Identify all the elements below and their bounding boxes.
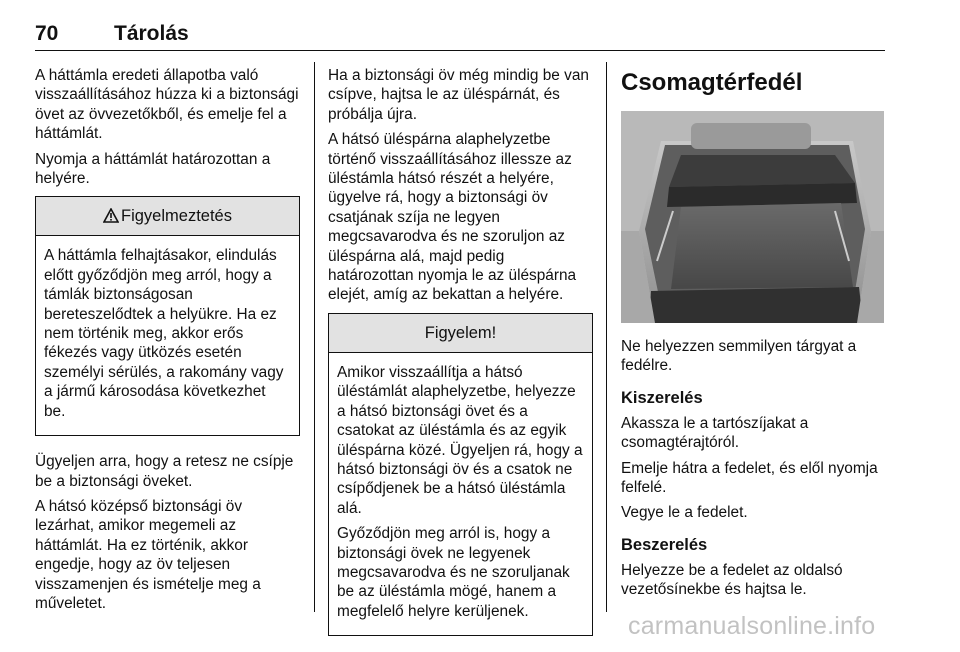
removal-heading: Kiszerelés xyxy=(621,388,703,407)
page-number: 70 xyxy=(35,22,59,45)
notice-text-2: Győződjön meg arról is, hogy a biztonsági övek ne legyenek megcsavarodva és ne szoruljanak be az üléstámla mögé, hanem a megfelelő helyre kerüljenek. xyxy=(337,525,570,620)
notice-title: Figyelem! xyxy=(424,323,497,342)
warning-header xyxy=(36,197,299,236)
cargo-area-illustration xyxy=(621,111,884,323)
column-1 xyxy=(35,66,300,619)
section-title: Tárolás xyxy=(114,22,189,45)
warning-title: Figyelmeztetés xyxy=(121,207,232,226)
paragraph-no-objects: Ne helyezzen semmilyen tárgyat a fedélre. xyxy=(621,338,857,375)
load-cover-photo xyxy=(621,111,884,323)
watermark-text: carmanualsonline.info xyxy=(628,612,876,640)
notice-body xyxy=(329,353,592,635)
header-rule xyxy=(35,50,885,51)
page-header xyxy=(35,22,885,52)
paragraph-belt-pinched: Ha a biztonsági öv még mindig be van csípve, hajtsa le az üléspárnát, és próbálja újra. xyxy=(328,67,589,123)
warning-text: A háttámla felhajtásakor, elindulás előtt győződjön meg arról, hogy a támlák biztonságosan bereteszelődtek a helyükre. Ha ez nem történik meg, akkor erős fékezés vagy ütközés esetén személyi sérülés, a rakomány vagy a jármű károsodása következhet be. xyxy=(44,247,284,420)
paragraph-remove-cover: Vegye le a fedelet. xyxy=(621,504,748,522)
paragraph-latch: Ügyeljen arra, hogy a retesz ne csípje be a biztonsági öveket. xyxy=(35,453,294,490)
paragraph-unhook-straps: Akassza le a tartószíjakat a csomagtérajtóról. xyxy=(621,414,809,452)
load-cover-heading: Csomagtérfedél xyxy=(621,69,803,96)
paragraph-install-cover: Helyezze be a fedelet az oldalsó vezetősínekbe és hajtsa le. xyxy=(621,561,843,599)
warning-box xyxy=(35,196,300,436)
column-2 xyxy=(328,66,593,652)
notice-box xyxy=(328,313,593,636)
paragraph-restore-backrest: A háttámla eredeti állapotba való visszaállításához húzza ki a biztonsági övet az övvezetőkből, és emelje fel a háttámlát. xyxy=(35,67,299,143)
notice-text-1: Amikor visszaállítja a hátsó üléstámlát alaphelyzetbe, helyezze a hátsó biztonsági övet és a csatokat az üléstámla és az egyik üléspárna közé. Ügyeljen rá, hogy a hátsó biztonsági öv és a csatok ne csípődjenek be a hátsó üléstámla alá. xyxy=(337,363,583,517)
column-divider-1 xyxy=(314,62,315,612)
paragraph-center-belt: A hátsó középső biztonsági öv lezárhat, amikor megemeli az háttámlát. Ha ez történik, akkor engedje, hogy az öv teljesen visszamenjen és ismételje meg a műveletet. xyxy=(35,497,261,612)
paragraph-lift-cover: Emelje hátra a fedelet, és elől nyomja felfelé. xyxy=(621,459,878,497)
column-divider-2 xyxy=(606,62,607,612)
installation-heading: Beszerelés xyxy=(621,535,708,554)
warning-triangle-icon xyxy=(103,208,119,223)
paragraph-press-backrest: Nyomja a háttámlát határozottan a helyére. xyxy=(35,150,271,188)
paragraph-cushion-reset: A hátsó üléspárna alaphelyzetbe történő visszaállításához illessze az üléstámla hátsó részét a helyére, ügyelve rá, hogy a biztonsági öv csatjának szíja ne legyen megcsavarodva és ne szoruljon az üléspárna alá, majd pedig határozottan nyomja le az üléspárna elejét, amíg az bekattan a helyére. xyxy=(328,131,577,304)
warning-body xyxy=(36,236,299,435)
column-3 xyxy=(621,66,886,606)
notice-header xyxy=(329,314,592,353)
